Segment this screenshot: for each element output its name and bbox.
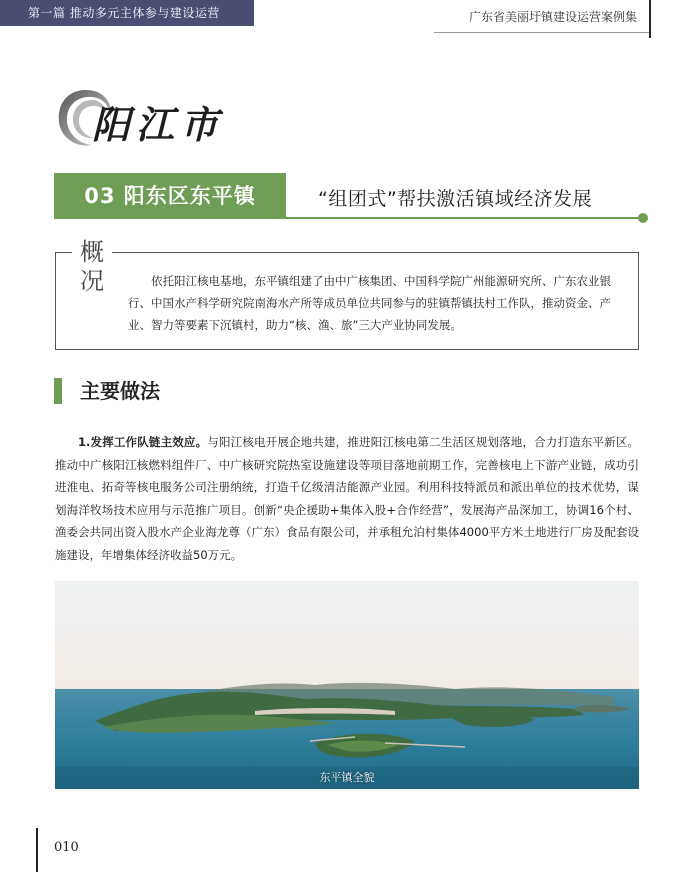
body-paragraph <box>55 431 639 566</box>
section-marker <box>54 378 62 404</box>
item-heading: 1.发挥工作队链主效应。 <box>78 435 208 449</box>
header-vertical-rule <box>649 0 651 38</box>
book-title: 广东省美丽圩镇建设运营案例集 <box>468 10 637 24</box>
photo-caption: 东平镇全貌 <box>319 771 375 784</box>
underline-dot <box>638 213 648 223</box>
title-underline <box>286 217 642 219</box>
footer-vertical-rule <box>36 828 38 872</box>
section-title: 主要做法 <box>80 379 160 403</box>
chapter-title: 第一篇 推动多元主体参与建设运营 <box>28 6 220 20</box>
town-subtitle: “组团式”帮扶激活镇域经济发展 <box>318 188 593 210</box>
town-aerial-photo <box>55 581 639 789</box>
city-name: 阳江市 <box>92 102 225 147</box>
town-banner: 03 阳东区东平镇 <box>54 173 286 219</box>
chapter-header-bar <box>0 0 254 26</box>
aerial-landscape-illustration <box>55 581 639 789</box>
header-divider <box>434 32 649 33</box>
city-heading <box>52 84 242 154</box>
item-text: 与阳江核电开展企地共建，推进阳江核电第二生活区规划落地，合力打造东平新区。推动中广核阳江核燃料组件厂、中广核研究院热室设施建设等项目落地前期工作，完善核电上下游产业链，成功引进淮电、拓奇等核电服务公司注册纳统，打造千亿级清洁能源产业园。利用科技特派员和派出单位的技术优势，谋划海洋牧场技术应用与示范推广项目。创新“央企援助+集体入股+合作经营”，发展海产品深加工，协调16个村、渔委会共同出资入股水产企业海龙尊（广东）食品有限公司，并承租允泊村集体4000平方米土地进行厂房及配套设施建设，年增集体经济收益50万元。 <box>55 435 640 562</box>
page-number: 010 <box>54 840 79 855</box>
overview-label: 概 况 <box>72 238 112 296</box>
overview-text: 依托阳江核电基地，东平镇组建了由中广核集团、中国科学院广州能源研究所、广东农业银行、中国水产科学研究院南海水产所等成员单位共同参与的驻镇帮镇扶村工作队，推动资金、产业、智力等要素下沉镇村，助力“核、渔、旅”三大产业协同发展。 <box>128 274 611 332</box>
